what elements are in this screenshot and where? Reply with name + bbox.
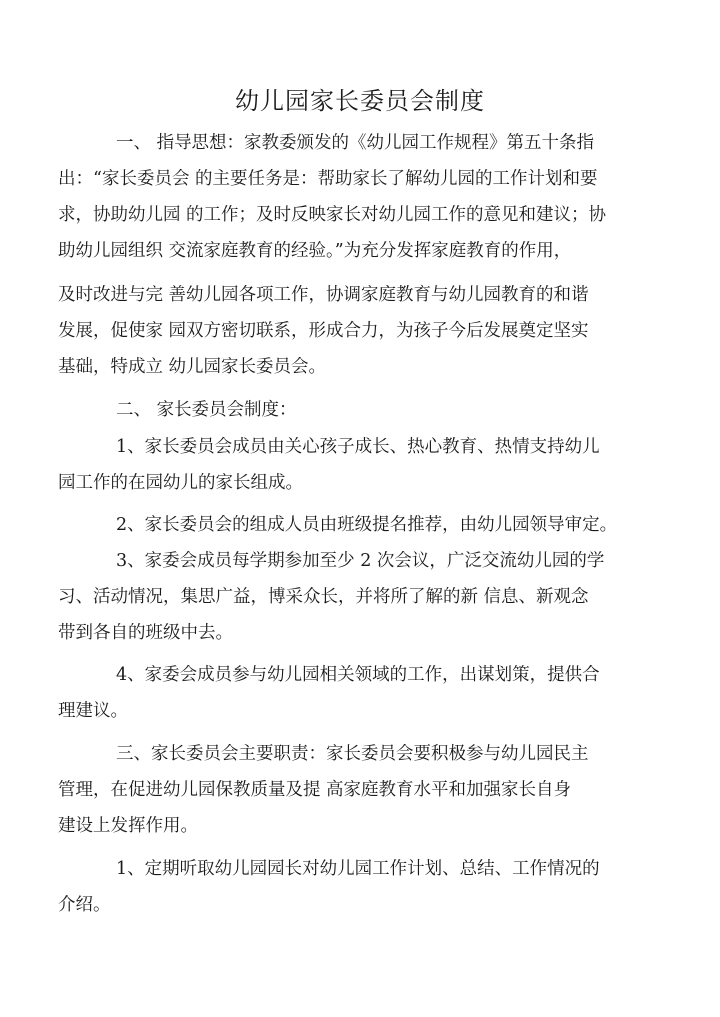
paragraph-line: 理建议。 (58, 701, 128, 721)
paragraph-line: 及时改进与完 善幼儿园各项工作，协调家庭教育与幼儿园教育的和谐 (58, 285, 589, 305)
paragraph-line: 一、 指导思想：家教委颁发的《幼儿园工作规程》第五十条指 (116, 133, 595, 153)
paragraph-line: 3、家委会成员每学期参加至少 2 次会议，广泛交流幼儿园的学 (116, 551, 605, 571)
paragraph-line: 1、家长委员会成员由关心孩子成长、热心教育、热情支持幼儿 (116, 437, 600, 457)
paragraph-line: 2、家长委员会的组成人员由班级提名推荐，由幼儿园领导审定。 (116, 515, 618, 535)
paragraph-line: 习、活动情况，集思广益，博采众长，并将所了解的新 信息、新观念 (58, 587, 589, 607)
section-heading: 三、家长委员会主要职责：家长委员会要积极参与幼儿园民主 (116, 744, 589, 764)
paragraph-line: 发展，促使家 园双方密切联系，形成合力，为孩子今后发展奠定坚实 (58, 321, 589, 341)
paragraph-line: 助幼儿园组织 交流家庭教育的经验。”为充分发挥家庭教育的作用， (58, 241, 572, 261)
paragraph-line: 介绍。 (58, 895, 111, 915)
paragraph-line: 园工作的在园幼儿的家长组成。 (58, 473, 303, 493)
section-heading: 二、 家长委员会制度： (116, 400, 297, 420)
paragraph-line: 带到各自的班级中去。 (58, 623, 233, 643)
paragraph-line: 4、家委会成员参与幼儿园相关领域的工作，出谋划策，提供合 (116, 665, 600, 685)
paragraph-line: 1、定期听取幼儿园园长对幼儿园工作计划、总结、工作情况的 (116, 859, 600, 879)
paragraph-line: 管理，在促进幼儿园保教质量及提 高家庭教育水平和加强家长自身 (58, 780, 572, 800)
document-title: 幼儿园家长委员会制度 (235, 87, 485, 115)
paragraph-line: 求，协助幼儿园 的工作；及时反映家长对幼儿园工作的意见和建议；协 (58, 205, 607, 225)
paragraph-line: 基础，特成立 幼儿园家长委员会。 (58, 357, 327, 377)
paragraph-line: 建设上发挥作用。 (58, 816, 198, 836)
paragraph-line: 出：“家长委员会 的主要任务是：帮助家长了解幼儿园的工作计划和要 (58, 169, 598, 189)
